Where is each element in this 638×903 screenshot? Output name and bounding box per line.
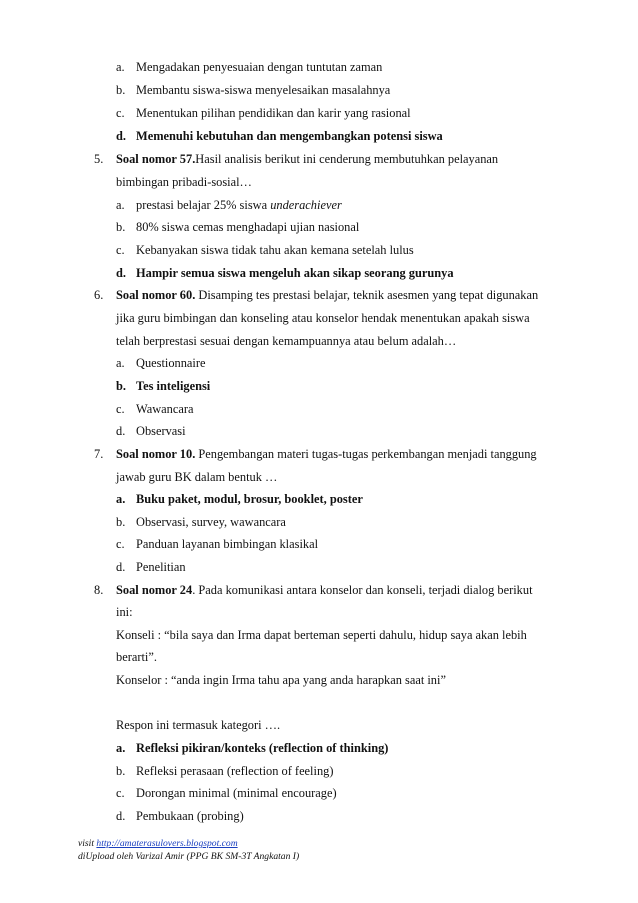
option-text: Pembukaan (probing) bbox=[136, 809, 244, 823]
question-continuation: jawab guru BK dalam bentuk … bbox=[116, 470, 278, 484]
option-label: c. bbox=[116, 402, 125, 416]
question-continuation: ini: bbox=[116, 605, 133, 619]
option-text: prestasi belajar 25% siswa underachiever bbox=[136, 198, 342, 212]
option-label: c. bbox=[116, 106, 125, 120]
option-text: 80% siswa cemas menghadapi ujian nasional bbox=[136, 220, 360, 234]
option-text-correct: Memenuhi kebutuhan dan mengembangkan potensi siswa bbox=[136, 129, 443, 143]
option-text: Menentukan pilihan pendidikan dan karir yang rasional bbox=[136, 106, 411, 120]
option-text: Panduan layanan bimbingan klasikal bbox=[136, 537, 319, 551]
footer-visit-prefix: visit bbox=[78, 838, 97, 849]
option-label: a. bbox=[116, 356, 125, 370]
option-label: a. bbox=[116, 741, 126, 755]
footer-blog-link[interactable]: http://amaterasulovers.blogspot.com bbox=[96, 838, 238, 849]
option-label: b. bbox=[116, 515, 126, 529]
option-text: Membantu siswa-siswa menyelesaikan masalahnya bbox=[136, 83, 391, 97]
footer-visit-line bbox=[78, 838, 238, 850]
option-text: Mengadakan penyesuaian dengan tuntutan zaman bbox=[136, 60, 383, 74]
option-label: d. bbox=[116, 560, 126, 574]
option-label: d. bbox=[116, 266, 126, 280]
question-continuation: berarti”. bbox=[116, 650, 157, 664]
option-label: b. bbox=[116, 220, 126, 234]
question-continuation: Konselor : “anda ingin Irma tahu apa yang anda harapkan saat ini” bbox=[116, 673, 446, 687]
question-title: Soal nomor 60. bbox=[116, 288, 196, 302]
question-body: Pengembangan materi tugas-tugas perkembangan menjadi tanggung bbox=[195, 447, 537, 461]
option-label: b. bbox=[116, 764, 126, 778]
option-text: Observasi, survey, wawancara bbox=[136, 515, 286, 529]
question-number: 8. bbox=[94, 583, 104, 597]
question-number: 6. bbox=[94, 288, 104, 302]
question-continuation: Konseli : “bila saya dan Irma dapat berteman seperti dahulu, hidup saya akan lebih bbox=[116, 628, 527, 642]
option-label: a. bbox=[116, 60, 125, 74]
option-label: d. bbox=[116, 424, 126, 438]
option-label: b. bbox=[116, 379, 126, 393]
question-number: 7. bbox=[94, 447, 104, 461]
question-text bbox=[116, 152, 498, 167]
question-title: Soal nomor 57. bbox=[116, 152, 196, 166]
option-text-correct: Buku paket, modul, brosur, booklet, poster bbox=[136, 492, 363, 506]
option-text: Refleksi perasaan (reflection of feeling) bbox=[136, 764, 334, 778]
question-continuation: bimbingan pribadi-sosial… bbox=[116, 175, 252, 189]
question-number: 5. bbox=[94, 152, 104, 166]
option-text-italic: underachiever bbox=[270, 198, 342, 212]
option-label: c. bbox=[116, 243, 125, 257]
question-continuation: jika guru bimbingan dan konseling atau konselor hendak menentukan apakah siswa bbox=[116, 311, 530, 325]
question-text bbox=[116, 583, 533, 598]
option-label: d. bbox=[116, 129, 126, 143]
question-continuation: Respon ini termasuk kategori …. bbox=[116, 718, 281, 732]
question-title: Soal nomor 10. bbox=[116, 447, 196, 461]
option-label: d. bbox=[116, 809, 126, 823]
question-text bbox=[116, 288, 538, 303]
option-text: Questionnaire bbox=[136, 356, 206, 370]
option-text: Penelitian bbox=[136, 560, 186, 574]
option-text-correct: Tes inteligensi bbox=[136, 379, 211, 393]
question-text bbox=[116, 447, 537, 462]
option-label: a. bbox=[116, 492, 126, 506]
question-continuation: telah berprestasi sesuai dengan kemampuannya atau belum adalah… bbox=[116, 334, 457, 348]
question-title: Soal nomor 24 bbox=[116, 583, 193, 597]
option-text-correct: Hampir semua siswa mengeluh akan sikap seorang gurunya bbox=[136, 266, 454, 280]
option-text: Kebanyakan siswa tidak tahu akan kemana setelah lulus bbox=[136, 243, 414, 257]
question-body: . Pada komunikasi antara konselor dan konseli, terjadi dialog berikut bbox=[192, 583, 533, 597]
question-body: Disamping tes prestasi belajar, teknik asesmen yang tepat digunakan bbox=[195, 288, 539, 302]
option-label: c. bbox=[116, 537, 125, 551]
option-label: c. bbox=[116, 786, 125, 800]
option-text: Wawancara bbox=[136, 402, 194, 416]
option-text: Observasi bbox=[136, 424, 186, 438]
option-label: b. bbox=[116, 83, 126, 97]
question-body: Hasil analisis berikut ini cenderung membutuhkan pelayanan bbox=[195, 152, 499, 166]
option-label: a. bbox=[116, 198, 125, 212]
option-text-correct: Refleksi pikiran/konteks (reflection of thinking) bbox=[136, 741, 389, 755]
footer-upload-credit: diUpload oleh Varizal Amir (PPG BK SM-3T Angkatan I) bbox=[78, 851, 300, 862]
option-text: Dorongan minimal (minimal encourage) bbox=[136, 786, 337, 800]
